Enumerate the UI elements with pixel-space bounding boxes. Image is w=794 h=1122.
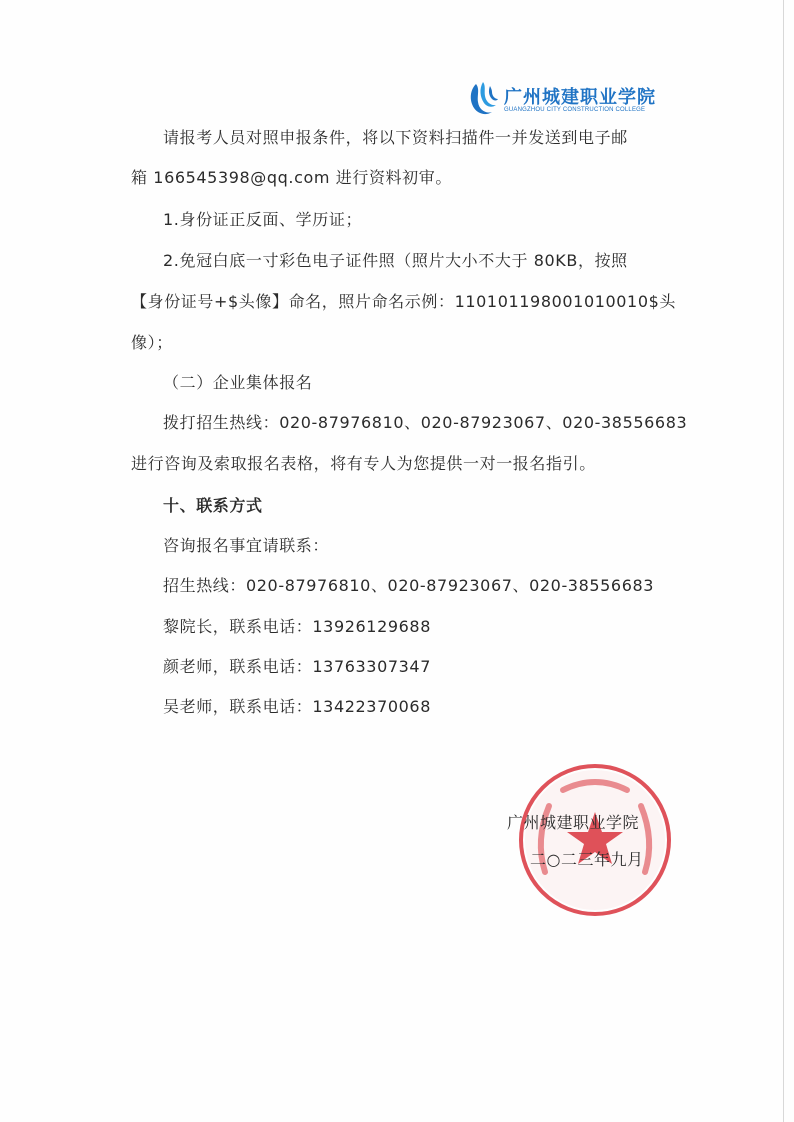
signature-date: 二○二三年九月: [530, 850, 644, 869]
college-logo: [466, 80, 666, 120]
paragraph-line: 拨打招生热线：020-87976810、020-87923067、020-38556683: [163, 413, 688, 432]
paragraph-line: 进行咨询及索取报名表格，将有专人为您提供一对一报名指引。: [131, 454, 596, 473]
contact-line: 颜老师，联系电话：13763307347: [163, 657, 431, 676]
section-subheading: （二）企业集体报名: [163, 373, 313, 392]
paragraph-line: 咨询报名事宜请联系：: [163, 536, 330, 555]
college-logo-icon: [466, 80, 498, 118]
paragraph-line: 箱 166545398@qq.com 进行资料初审。: [131, 168, 452, 187]
list-item: 2.免冠白底一寸彩色电子证件照（照片大小不大于 80KB，按照: [163, 251, 628, 270]
section-heading: 十、联系方式: [163, 496, 263, 515]
signature-organization: 广州城建职业学院: [507, 813, 640, 832]
contact-hotline: 招生热线：020-87976810、020-87923067、020-38556683: [163, 576, 655, 595]
contact-line: 黎院长，联系电话：13926129688: [163, 617, 431, 636]
logo-english-name: GUANGZHOU CITY CONSTRUCTION COLLEGE: [504, 107, 646, 113]
paragraph-line: 【身份证号+$头像】命名，照片命名示例：110101198001010010$头: [131, 292, 677, 311]
list-item: 1.身份证正反面、学历证；: [163, 210, 363, 229]
contact-line: 吴老师，联系电话：13422370068: [163, 697, 431, 716]
paragraph-line: 像）；: [131, 333, 173, 352]
paragraph-line: 请报考人员对照申报条件，将以下资料扫描件一并发送到电子邮: [163, 128, 628, 147]
official-seal: [515, 760, 675, 920]
logo-chinese-name: 广州城建职业学院: [504, 87, 656, 108]
page-edge: [783, 0, 784, 1122]
